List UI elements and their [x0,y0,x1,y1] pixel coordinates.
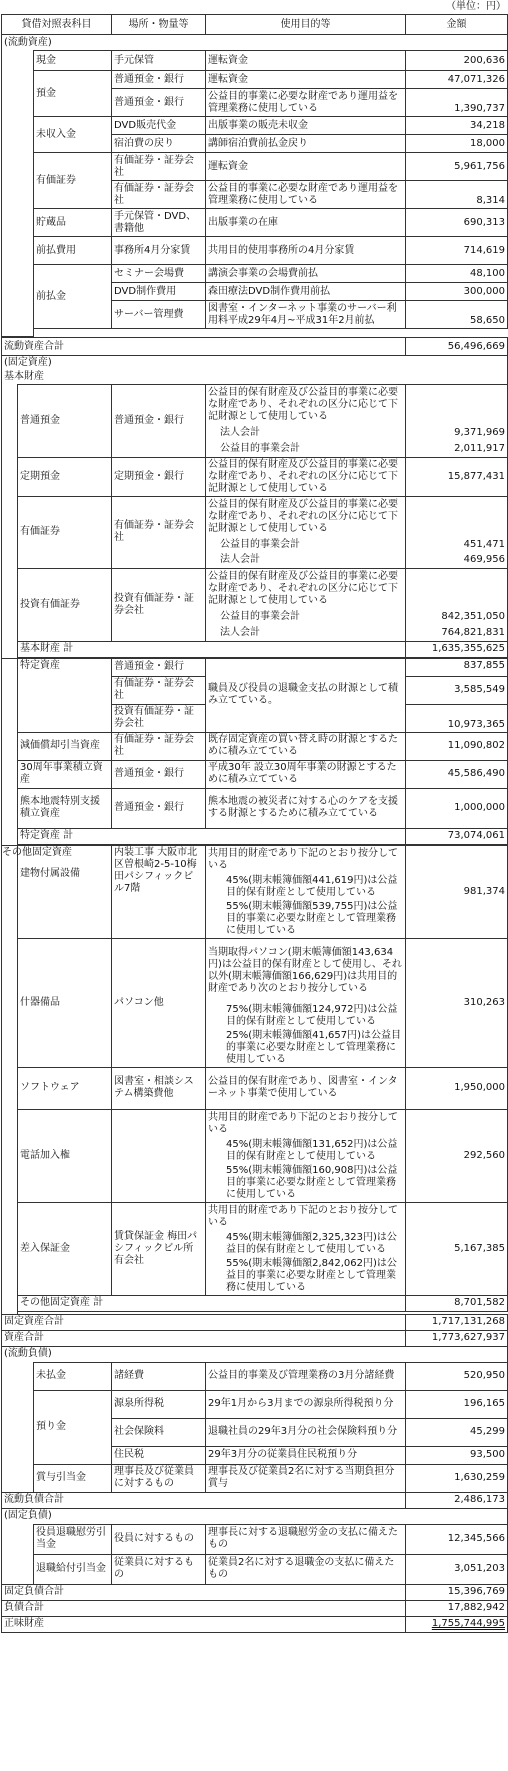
table-cell: 宿泊費の戻り [112,135,206,153]
amount-cell: 11,090,802 [406,732,508,760]
section-current-liabilities: (流動負債) [2,1346,508,1362]
table-cell: 理事長及び従業員2名に対する当期負担分賞与 [206,1464,406,1492]
table-cell: 公益目的保有財産であり、図書室・インターネット事業で使用している [206,1067,406,1109]
amount-cell: 5,961,756 [406,153,508,181]
table-cell: 流動資産合計 [2,338,406,356]
amount-cell: 5,167,385 [406,1202,508,1295]
table-cell: 25%(期末帳簿価額41,657円)は公益目的事業に必要な財産として管理業務に使用している [206,1029,406,1068]
table-cell: DVD販売代金 [112,117,206,135]
section-current-assets: (流動資産) [2,35,508,51]
table-cell: 定期預金 [18,457,112,496]
total-row [2,1492,508,1508]
amount-cell: 56,496,669 [406,338,508,356]
table-cell: 負債合計 [2,1600,406,1616]
table-cell: 役員退職慰労引当金 [34,1524,112,1554]
table-row [2,457,508,496]
table-cell: 運転資金 [206,153,406,181]
section-fixed-liabilities: (固定負債) [2,1508,508,1524]
table-row [2,569,508,610]
table-row [2,117,508,135]
table-cell: 理事長に対する退職慰労金の支払に備えたもの [206,1524,406,1554]
table-cell: 当期取得パソコン(期末帳簿価額143,634円)は公益目的保有財産として使用し、それ以外(期末帳簿価額166,629円)は共用目的財産であり次のとおり按分している [206,938,406,1003]
table-cell [2,1362,34,1492]
table-cell: 公益目的保有財産及び公益目的事業に必要な財産であり、それぞれの区分に応じて下記財源として使用している [206,569,406,610]
table-cell: 定期預金・銀行 [112,457,206,496]
amount-cell: 981,374 [406,845,508,938]
table-cell: 社会保険料 [112,1418,206,1446]
table-cell: 55%(期末帳簿価額160,908円)は公益目的事業に必要な財産として管理業務に使用している [206,1164,406,1203]
table-cell: 出版事業の在庫 [206,209,406,237]
table-cell [2,1524,34,1584]
amount-cell: 1,630,259 [406,1464,508,1492]
table-row [2,1390,508,1418]
subtotal-row [2,1295,508,1311]
table-cell: DVD制作費用 [112,283,206,301]
table-cell: 普通預金・銀行 [112,658,206,676]
table-cell: 公益目的保有財産及び公益目的事業に必要な財産であり、それぞれの区分に応じて下記財源として使用している [206,457,406,496]
table-cell: 有価証券・証券会社 [112,496,206,569]
table-cell [406,385,508,426]
table-cell: 共用目的財産であり下記のとおり按分している [206,845,406,874]
total-row [2,1600,508,1616]
table-cell: 固定負債合計 [2,1584,406,1600]
amount-cell: 15,877,431 [406,457,508,496]
amount-cell: 1,000,000 [406,788,508,828]
table-cell: 住民税 [112,1446,206,1464]
amount-cell: 17,882,942 [406,1600,508,1616]
table-cell: その他固定資産 計 [18,1295,406,1311]
table-cell: 出版事業の販売未収金 [206,117,406,135]
table-row [2,845,508,874]
table-row [2,1067,508,1109]
amount-cell: 18,000 [406,135,508,153]
amount-cell: 1,950,000 [406,1067,508,1109]
header-place: 場所・物量等 [112,15,206,35]
amount-cell: 10,973,365 [406,704,508,732]
amount-cell: 34,218 [406,117,508,135]
table-cell: 退職社員の29年3月分の社会保険料預り分 [206,1418,406,1446]
amount-cell: 469,956 [406,553,508,569]
table-row [2,1202,508,1231]
amount-cell: 520,950 [406,1362,508,1390]
amount-cell: 48,100 [406,265,508,283]
table-row [2,1464,508,1492]
table-cell: 普通預金・銀行 [112,788,206,828]
table-cell: 30周年事業積立資産 [18,760,112,788]
table-cell: 公益目的事業に必要な財産であり運用益を管理業務に使用している [206,89,406,117]
header-purpose: 使用目的等 [206,15,406,35]
table-cell: 未収入金 [34,117,112,153]
table-cell: 公益目的事業会計 [206,609,406,625]
amount-cell: 837,855 [406,658,508,676]
table-cell: 平成30年 設立30周年事業の財源とするために積み立てている [206,760,406,788]
table-cell: 75%(期末帳簿価額124,972円)は公益目的保有財産として使用している [206,1003,406,1029]
header-row [2,15,508,35]
table-row [2,1109,508,1138]
amount-cell: 3,585,549 [406,676,508,704]
table-cell: 既存固定資産の買い替え時の財源とするために積み立てている [206,732,406,760]
amount-cell [406,1616,508,1632]
amount-cell: 690,313 [406,209,508,237]
table-cell: 事務所4月分家賃 [112,237,206,265]
table-cell: 公益目的保有財産及び公益目的事業に必要な財産であり、それぞれの区分に応じて下記財源として使用している [206,496,406,537]
table-cell: 内装工事 大阪市北区曽根崎2-5-10梅田パシフィックビル7階 [112,845,206,938]
amount-cell: 1,717,131,268 [406,1314,508,1330]
table-cell: 公益目的事業に必要な財産であり運用益を管理業務に使用している [206,181,406,209]
amount-cell: 45,299 [406,1418,508,1446]
table-cell: 普通預金・銀行 [112,385,206,458]
net-assets-row [2,1616,508,1632]
table-cell: 資産合計 [2,1330,406,1346]
table-cell [2,845,18,1314]
table-cell: 公益目的事業及び管理業務の3月分諸経費 [206,1362,406,1390]
amount-cell: 58,650 [406,301,508,329]
amount-cell: 1,390,737 [406,89,508,117]
table-row [2,1362,508,1390]
table-cell: 職員及び役員の退職金支払の財源として積み立てている。 [206,658,406,732]
amount-cell: 9,371,969 [406,425,508,441]
amount-cell: 3,051,203 [406,1554,508,1584]
table-cell [2,51,34,337]
table-cell: 共用目的財産であり下記のとおり按分している [206,1109,406,1138]
table-cell: 法人会計 [206,553,406,569]
table-cell: サーバー管理費 [112,301,206,329]
table-cell: 講演会事業の会場費前払 [206,265,406,283]
total-row [2,338,508,356]
table-cell: 公益目的事業会計 [206,537,406,553]
table-cell: 共用目的使用事務所の4月分家賃 [206,237,406,265]
table-cell: パソコン他 [112,938,206,1067]
amount-cell: 47,071,326 [406,71,508,89]
table-row [2,760,508,788]
table-cell: 森田療法DVD制作費用前払 [206,283,406,301]
table-cell: 投資有価証券・証券会社 [112,704,206,732]
amount-cell: 8,701,582 [406,1295,508,1311]
amount-cell: 8,314 [406,181,508,209]
table-cell: 普通預金・銀行 [112,760,206,788]
table-row [2,51,508,71]
table-row [2,1524,508,1554]
table-cell [112,1109,206,1202]
section-other-fixed: その他固定資産 [2,846,72,858]
table-cell: 諸経費 [112,1362,206,1390]
table-row [2,938,508,1003]
table-cell: 有価証券 [34,153,112,209]
table-cell: 熊本地震特別支援積立資産 [18,788,112,828]
table-cell: 賞与引当金 [34,1464,112,1492]
amount-cell: 15,396,769 [406,1584,508,1600]
table-cell: 45%(期末帳簿価額441,619円)は公益目的保有財産として使用している [206,874,406,900]
unit-label: （単位：円） [446,1,506,12]
table-cell: 普通預金・銀行 [112,89,206,117]
table-cell: 貯蔵品 [34,209,112,237]
table-cell [406,496,508,537]
table-cell: 55%(期末帳簿価額539,755円)は公益目的事業に必要な財産として管理業務に使用している [206,900,406,939]
section-fixed-assets: (固定資産) [2,356,508,371]
table-cell: 講師宿泊費前払金戻り [206,135,406,153]
table-row [2,153,508,181]
table-cell: 45%(期末帳簿価額2,325,323円)は公益目的保有財産として使用している [206,1231,406,1257]
table-cell: 従業員2名に対する退職金の支払に備えたもの [206,1554,406,1584]
table-cell: 基本財産 計 [18,641,406,657]
amount-cell: 714,619 [406,237,508,265]
table-row [2,658,508,676]
amount-cell: 292,560 [406,1109,508,1202]
total-row [2,1314,508,1330]
table-cell: 投資有価証券 [18,569,112,642]
asset-table [1,14,508,1633]
table-cell: 流動負債合計 [2,1492,406,1508]
table-cell: ソフトウェア [18,1067,112,1109]
table-cell: 29年1月から3月までの源泉所得税預り分 [206,1390,406,1418]
subtotal-row [2,641,508,657]
table-cell [2,385,18,659]
total-row [2,1330,508,1346]
amount-cell: 2,486,173 [406,1492,508,1508]
table-cell: 什器備品 [18,938,112,1067]
table-cell: 役員に対するもの [112,1524,206,1554]
table-cell: 源泉所得税 [112,1390,206,1418]
table-cell: 有価証券・証券会社 [112,181,206,209]
table-cell: 有価証券・証券会社 [112,676,206,704]
amount-cell: 93,500 [406,1446,508,1464]
table-cell: 理事長及び従業員に対するもの [112,1464,206,1492]
table-cell: 公益目的保有財産及び公益目的事業に必要な財産であり、それぞれの区分に応じて下記財源として使用している [206,385,406,426]
table-cell: 熊本地震の被災者に対する心のケアを支援する財源とするために積み立てている [206,788,406,828]
total-row [2,1584,508,1600]
table-cell: 図書室・相談システム構築費他 [112,1067,206,1109]
table-cell: 普通預金 [18,385,112,458]
amount-cell: 45,586,490 [406,760,508,788]
table-cell [2,658,18,845]
table-cell: その他固定資産 建物付属設備 [18,845,112,938]
section-specified: 特定資産 [18,658,112,732]
table-cell: 前払金 [34,265,112,329]
header-amount: 金額 [406,15,508,35]
table-cell: 29年3月分の従業員住民税預り分 [206,1446,406,1464]
table-cell: 公益目的事業会計 [206,441,406,457]
net-assets-amount: 1,755,744,995 [431,1618,505,1629]
section-basic: 基本財産 [2,370,508,385]
table-row [2,1554,508,1584]
table-row [2,209,508,237]
table-cell: 投資有価証券・証券会社 [112,569,206,642]
table-cell: 普通預金・銀行 [112,71,206,89]
table-cell: 法人会計 [206,625,406,641]
table-cell: 固定資産合計 [2,1314,406,1330]
amount-cell: 451,471 [406,537,508,553]
amount-cell: 300,000 [406,283,508,301]
table-row [2,496,508,537]
amount-cell: 2,011,917 [406,441,508,457]
table-cell: 未払金 [34,1362,112,1390]
table-cell: 45%(期末帳簿価額131,652円)は公益目的保有財産として使用している [206,1138,406,1164]
table-cell: 運転資金 [206,71,406,89]
table-cell: 法人会計 [206,425,406,441]
table-cell: 手元保管 [112,51,206,71]
amount-cell: 196,165 [406,1390,508,1418]
table-row [2,788,508,828]
table-cell: 運転資金 [206,51,406,71]
amount-cell: 73,074,061 [406,828,508,844]
table-cell: 賃貸保証金 梅田パシフィックビル所有会社 [112,1202,206,1295]
amount-cell: 12,345,566 [406,1524,508,1554]
table-row [2,237,508,265]
table-cell: 有価証券・証券会社 [112,732,206,760]
amount-cell: 764,821,831 [406,625,508,641]
amount-cell: 1,773,627,937 [406,1330,508,1346]
table-cell: セミナー会場費 [112,265,206,283]
table-cell: 差入保証金 [18,1202,112,1295]
subtotal-row [2,828,508,844]
table-cell: 手元保管・DVD、書籍他 [112,209,206,237]
amount-cell: 200,636 [406,51,508,71]
header-item: 貸借対照表科目 [2,15,112,35]
table-row [2,732,508,760]
table-cell: 従業員に対するもの [112,1554,206,1584]
table-cell: 正味財産 [2,1616,406,1632]
table-cell: 減価償却引当資産 [18,732,112,760]
table-cell: 電話加入権 [18,1109,112,1202]
table-cell: 前払費用 [34,237,112,265]
table-cell [406,569,508,610]
table-cell: 55%(期末帳簿価額2,842,062円)は公益目的事業に必要な財産として管理業務に使用している [206,1257,406,1296]
amount-cell: 1,635,355,625 [406,641,508,657]
table-cell: 有価証券 [18,496,112,569]
table-cell: 特定資産 計 [18,828,406,844]
table-cell: 預金 [34,71,112,117]
table-cell: 現金 [34,51,112,71]
table-cell: 図書室・インターネット事業のサーバー利用料平成29年4月~平成31年2月前払 [206,301,406,329]
table-cell: 共用目的財産であり下記のとおり按分している [206,1202,406,1231]
table-row [2,71,508,89]
table-cell: 有価証券・証券会社 [112,153,206,181]
amount-cell: 310,263 [406,938,508,1067]
amount-cell: 842,351,050 [406,609,508,625]
table-cell: 退職給付引当金 [34,1554,112,1584]
table-row [2,385,508,426]
table-row [2,265,508,283]
table-cell: 預り金 [34,1390,112,1464]
